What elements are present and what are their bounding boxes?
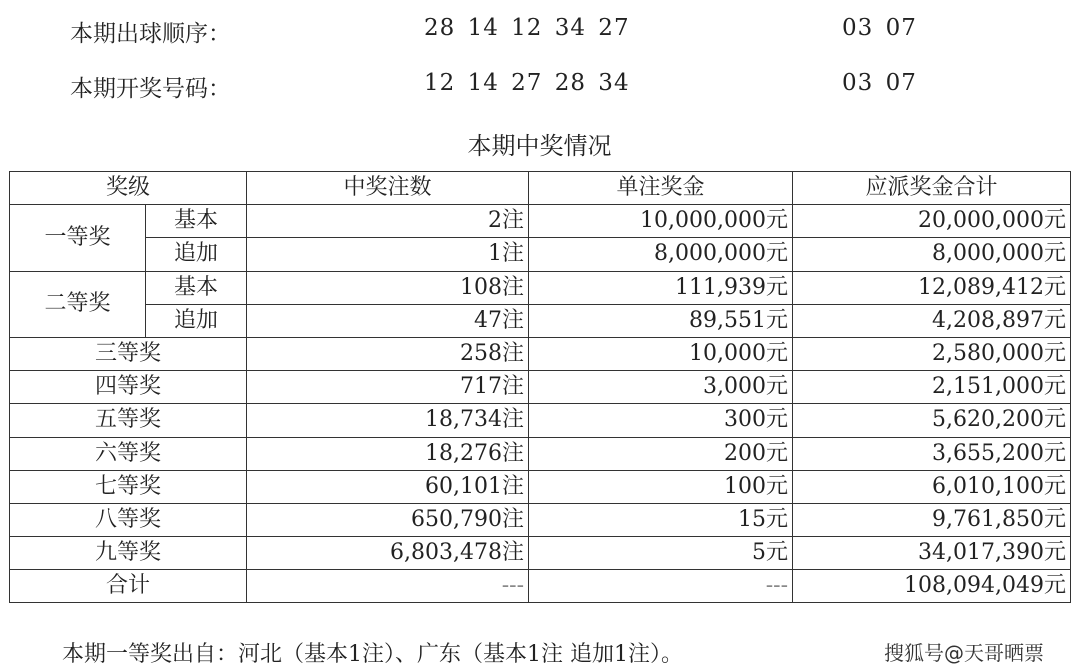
sub-level-cell: 基本 <box>146 205 247 238</box>
first-prize-origin-note: 本期一等奖出自：河北（基本1注）、广东（基本1注 追加1注）。 <box>62 642 683 667</box>
order-back-numbers: 03 07 <box>842 15 917 41</box>
count-cell: 60,101注 <box>247 470 529 503</box>
order-front-numbers: 28 14 12 34 27 <box>424 15 630 41</box>
total-cell: 34,017,390元 <box>793 537 1071 570</box>
prize-cell: 10,000元 <box>529 337 793 370</box>
count-cell: 18,276注 <box>247 437 529 470</box>
section-title: 本期中奖情况 <box>467 132 612 160</box>
table-row <box>10 537 1071 570</box>
prize-cell: 15元 <box>529 503 793 536</box>
table-row <box>10 437 1071 470</box>
prize-cell: --- <box>529 570 793 603</box>
total-cell: 6,010,100元 <box>793 470 1071 503</box>
count-cell: 1注 <box>247 238 529 271</box>
order-label: 本期出球顺序： <box>70 21 231 47</box>
table-row <box>10 503 1071 536</box>
watermark: 搜狐号@天哥晒票 <box>884 641 1044 665</box>
level-cell: 五等奖 <box>10 404 247 437</box>
count-cell: 717注 <box>247 371 529 404</box>
total-label-cell: 合计 <box>10 570 247 603</box>
level-cell: 二等奖 <box>10 271 146 337</box>
prize-cell: 300元 <box>529 404 793 437</box>
prize-cell: 111,939元 <box>529 271 793 304</box>
count-cell: 18,734注 <box>247 404 529 437</box>
table-header-row <box>10 172 1071 205</box>
table-row <box>10 470 1071 503</box>
total-cell: 20,000,000元 <box>793 205 1071 238</box>
level-cell: 六等奖 <box>10 437 247 470</box>
level-cell: 一等奖 <box>10 205 146 271</box>
header-prize: 单注奖金 <box>529 172 793 205</box>
total-cell: 4,208,897元 <box>793 304 1071 337</box>
prize-cell: 89,551元 <box>529 304 793 337</box>
count-cell: 258注 <box>247 337 529 370</box>
count-cell: 2注 <box>247 205 529 238</box>
level-cell: 九等奖 <box>10 537 247 570</box>
table-row <box>10 404 1071 437</box>
prize-cell: 8,000,000元 <box>529 238 793 271</box>
prize-cell: 200元 <box>529 437 793 470</box>
table-row <box>10 205 1071 238</box>
level-cell: 三等奖 <box>10 337 247 370</box>
total-cell: 8,000,000元 <box>793 238 1071 271</box>
header-count: 中奖注数 <box>247 172 529 205</box>
sub-level-cell: 追加 <box>146 238 247 271</box>
table-row <box>10 337 1071 370</box>
table-row <box>10 304 1071 337</box>
prize-table <box>9 171 1071 603</box>
prize-cell: 10,000,000元 <box>529 205 793 238</box>
grand-total-cell: 108,094,049元 <box>793 570 1071 603</box>
level-cell: 八等奖 <box>10 503 247 536</box>
total-cell: 2,151,000元 <box>793 371 1071 404</box>
total-cell: 9,761,850元 <box>793 503 1071 536</box>
header-level: 奖级 <box>10 172 247 205</box>
count-cell: 108注 <box>247 271 529 304</box>
table-row <box>10 271 1071 304</box>
prize-cell: 100元 <box>529 470 793 503</box>
total-cell: 5,620,200元 <box>793 404 1071 437</box>
winning-back-numbers: 03 07 <box>842 70 917 96</box>
winning-front-numbers: 12 14 27 28 34 <box>424 70 630 96</box>
prize-cell: 5元 <box>529 537 793 570</box>
count-cell: --- <box>247 570 529 603</box>
count-cell: 650,790注 <box>247 503 529 536</box>
sub-level-cell: 追加 <box>146 304 247 337</box>
header-total: 应派奖金合计 <box>793 172 1071 205</box>
total-cell: 3,655,200元 <box>793 437 1071 470</box>
level-cell: 七等奖 <box>10 470 247 503</box>
level-cell: 四等奖 <box>10 371 247 404</box>
numbers-label: 本期开奖号码： <box>70 76 231 102</box>
table-total-row <box>10 570 1071 603</box>
count-cell: 47注 <box>247 304 529 337</box>
count-cell: 6,803,478注 <box>247 537 529 570</box>
prize-cell: 3,000元 <box>529 371 793 404</box>
total-cell: 2,580,000元 <box>793 337 1071 370</box>
total-cell: 12,089,412元 <box>793 271 1071 304</box>
sub-level-cell: 基本 <box>146 271 247 304</box>
table-row <box>10 371 1071 404</box>
table-row <box>10 238 1071 271</box>
